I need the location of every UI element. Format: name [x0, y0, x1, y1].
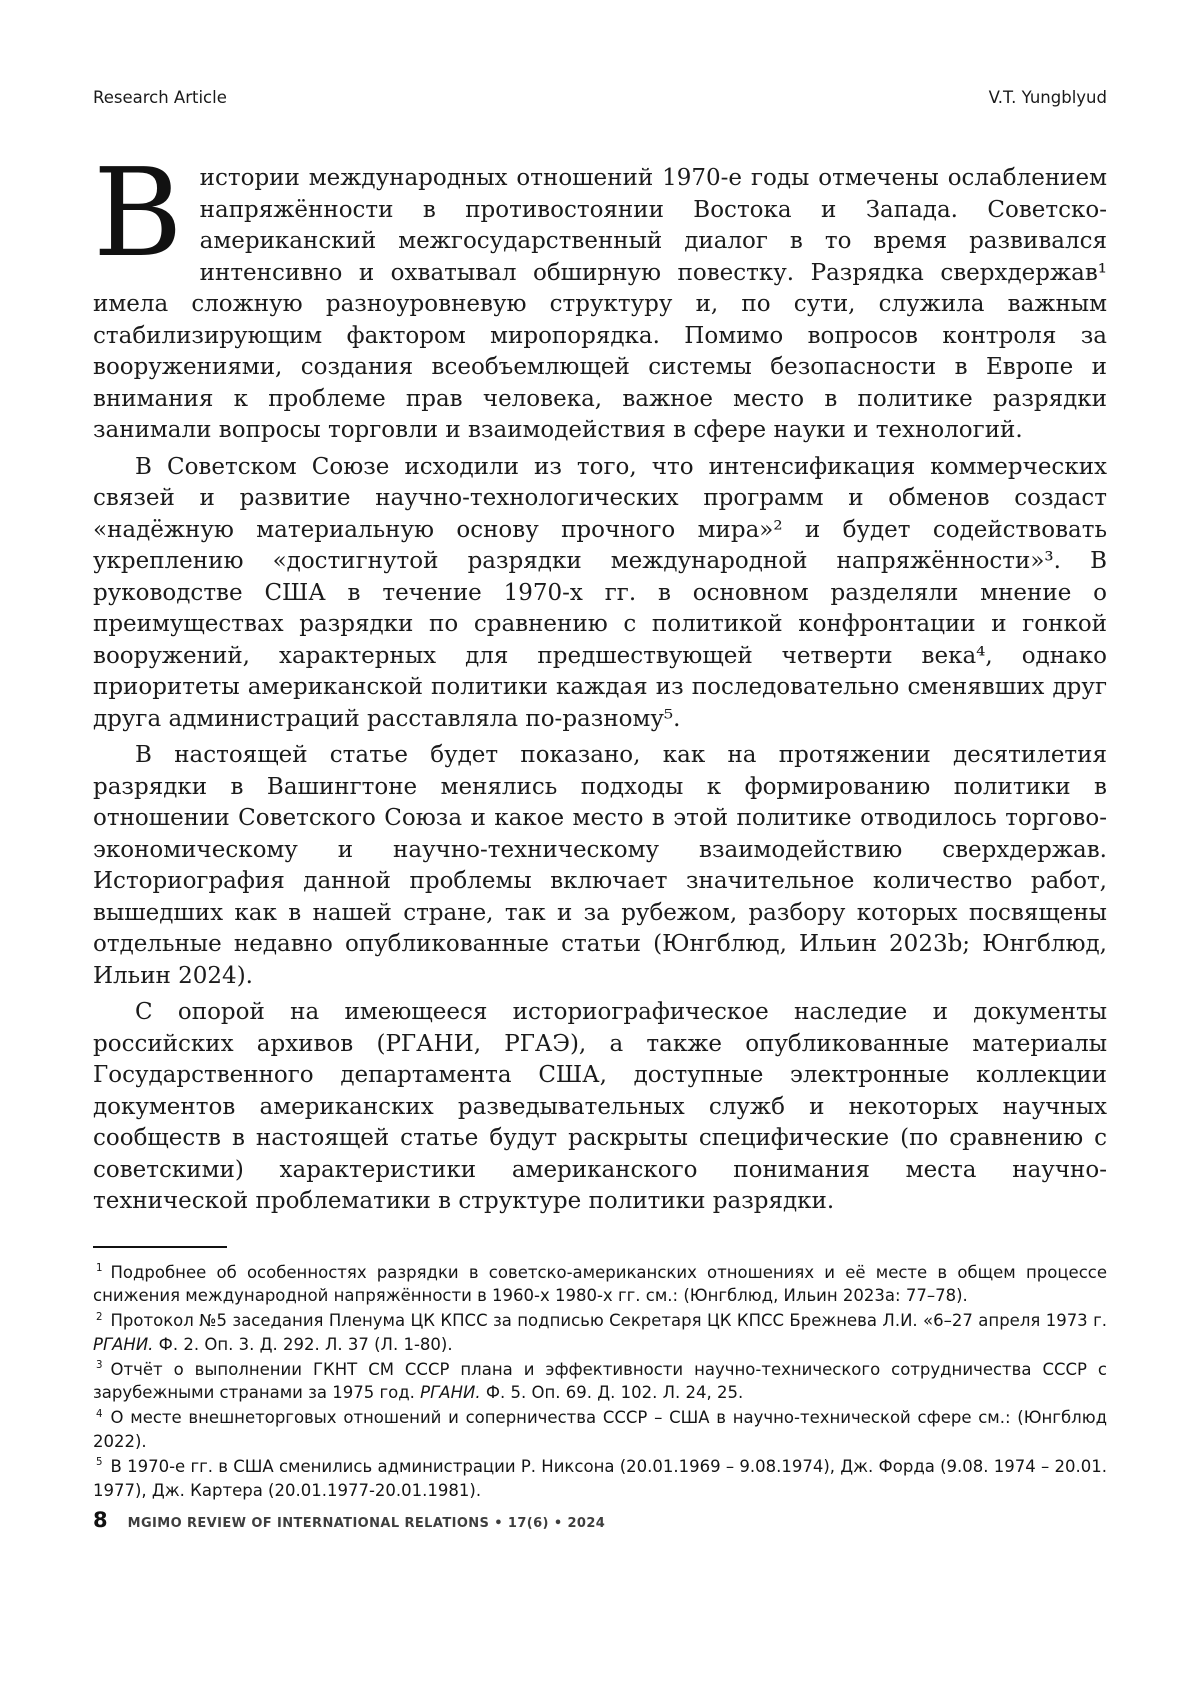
drop-cap: В	[93, 142, 183, 284]
footnote-2-text-cont: Ф. 2. Оп. 3. Д. 292. Л. 37 (Л. 1-80).	[153, 1334, 453, 1354]
footnote-3	[93, 1358, 1107, 1406]
page-footer	[93, 1508, 605, 1532]
paragraph-1	[93, 142, 1107, 447]
article-type-label: Research Article	[93, 88, 227, 107]
paragraph-2	[93, 452, 1107, 736]
footnotes-section	[93, 1246, 1107, 1503]
footnote-2-text: Протокол №5 заседания Пленума ЦК КПСС за подписью Секретаря ЦК КПСС Брежнева Л.И. «6–27 апреля 1973 г.	[110, 1311, 1107, 1331]
footnote-2-marker: 2	[96, 1311, 103, 1323]
paragraph-3	[93, 740, 1107, 992]
footnote-1-text: Подробнее об особенностях разрядки в советско-американских отношениях и её месте в общем процессе снижения международной напряжённости в 1960-х 1980-х гг. см.: (Юнгблюд, Ильин 2023a: 77–78).	[93, 1262, 1107, 1306]
footnote-5-marker: 5	[96, 1457, 103, 1469]
footnote-3-text: Отчёт о выполнении ГКНТ СМ СССР плана и эффективности научно-технического сотрудничества СССР с зарубежными странами за 1975 год.	[93, 1359, 1107, 1403]
page-header	[93, 88, 1107, 107]
footnote-3-marker: 3	[96, 1360, 103, 1372]
footnote-1-marker: 1	[96, 1263, 103, 1274]
article-body	[93, 142, 1107, 1218]
footnote-separator-rule	[93, 1246, 227, 1248]
paragraph-4	[93, 997, 1107, 1218]
footnote-5	[93, 1455, 1107, 1503]
author-name: V.T. Yungblyud	[988, 88, 1107, 107]
footnote-3-archive-name: РГАНИ.	[420, 1383, 481, 1403]
footnote-3-text-cont: Ф. 5. Оп. 69. Д. 102. Л. 24, 25.	[480, 1383, 744, 1403]
footnote-4-text: О месте внешнеторговых отношений и соперничества СССР – США в научно-технической сфере см.: (Юнгблюд 2022).	[93, 1408, 1107, 1452]
footnote-4	[93, 1406, 1107, 1454]
paragraph-3-text: В настоящей статье будет показано, как на протяжении десятилетия разрядки в Вашингтоне менялись подходы к формированию политики в отношении Советского Союза и какое место в этой политике отводилось торгово-экономическому и научно-техническому взаимодействию сверхдержав. Историография данной проблемы включает значительное количество работ, вышедших как в нашей стране, так и за рубежом, разбору которых посвящены отдельные недавно опубликованные статьи (Юнгблюд, Ильин 2023b; Юнгблюд, Ильин 2024).	[93, 742, 1107, 989]
footnote-1	[93, 1261, 1107, 1309]
paragraph-4-text: С опорой на имеющееся историографическое наследие и документы российских архивов (РГАНИ, РГАЭ), а также опубликованные материалы Государственного департамента США, доступные электронные коллекции документов американских разведывательных служб и некоторых научных сообществ в настоящей статье будут раскрыты специфические (по сравнению с советскими) характеристики американского понимания места научно-технической проблематики в структуре политики разрядки.	[93, 999, 1107, 1214]
footnote-2	[93, 1309, 1107, 1357]
paragraph-1-text: истории международных отношений 1970-е годы отмечены ослаблением напряжённости в противостоянии Востока и Запада. Советско-американский межгосударственный диалог в то время развивался интенсивно и охватывал обширную повестку. Разрядка сверхдержав¹ имела сложную разноуровневую структуру и, по сути, служила важным стабилизирующим фактором миропорядка. Помимо вопросов контроля за вооружениями, создания всеобъемлющей системы безопасности в Европе и внимания к проблеме прав человека, важное место в политике разрядки занимали вопросы торговли и взаимодействия в сфере науки и технологий.	[93, 165, 1107, 443]
paragraph-2-text: В Советском Союзе исходили из того, что интенсификация коммерческих связей и развитие научно-технологических программ и обменов создаст «надёжную материальную основу прочного мира»² и будет содействовать укреплению «достигнутой разрядки международной напряжённости»³. В руководстве США в течение 1970-х гг. в основном разделяли мнение о преимуществах разрядки по сравнению с политикой конфронтации и гонкой вооружений, характерных для предшествующей четверти века⁴, однако приоритеты американской политики каждая из последовательно сменявших друг друга администраций расставляла по-разному⁵.	[93, 453, 1107, 732]
journal-title-line: MGIMO REVIEW OF INTERNATIONAL RELATIONS • 17(6) • 2024	[127, 1516, 606, 1531]
footnote-4-marker: 4	[96, 1408, 103, 1420]
page-number: 8	[93, 1508, 108, 1532]
footnote-5-text: В 1970-е гг. в США сменились администрации Р. Никсона (20.01.1969 – 9.08.1974), Дж. Форда (9.08. 1974 – 20.01. 1977), Дж. Картера (20.01.1977-20.01.1981).	[93, 1456, 1107, 1500]
footnote-2-archive-name: РГАНИ.	[93, 1334, 154, 1354]
